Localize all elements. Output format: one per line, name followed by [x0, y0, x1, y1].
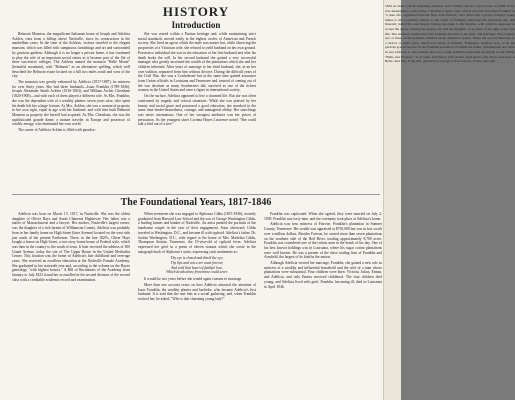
intro-column-1	[12, 32, 130, 192]
poem-line: Which death alone from mine could sever.	[166, 270, 228, 275]
paragraph: Adelicia was now mistress of Fairvue, Franklin's plantation in Sumner County, Tennessee. His wealth was appraised at $750,000 but was in fact worth over a million dollars. Besides Fairvue, he owned more than seven plantations on the southern side of the Red River, totaling approximately 8,700 acres. Franklin was considered one of the richest men in the South of his day. One of his best known holdings was in Louisiana, where his sugar cotton plantations were well known. He was a partner of the slave trading firm of Franklin and Armfield, the largest of its kind in the nation.	[264, 222, 382, 260]
paragraph: The career of Adelicia Acklen is filled with paradox:	[18, 128, 96, 133]
paragraph: Franklin was captivated. When she agreed, they were married on July 2, 1839. Franklin was forty-nine, and the ceremony took place at Adelicia's home.	[264, 212, 382, 221]
paragraph: The mansion was greatly enhanced by Adelicia (1817-1887), its mistress for over thirty years. She had three husbands—Isaac Franklin (1789-1846), Joseph Alexander Smith Acklen (1816-1863), and William Archer Cheatham (1820-1900)—and with each of them played a different role. As Mrs. Franklin, she was the dependent wife of a wealthy planter, seven years wise, who spent his death left her a large fortune. As Mrs. Acklen, she was a woman of property in her own right, equal in age with her husband, and with him built Belmont Mansion as property she herself had acquired. As Mrs. Cheatham, she was the sophisticated grande dame, a mature traveler in Europe and possessor of wealth, energy, who dominated her own world.	[12, 80, 130, 127]
paragraph: When seventeen she was engaged to Alphonso Gibbs (1815-1836), recently graduated from Harvard Law School and the son of George Washington Gibbs, a leading farmer and banker of Nashville. An artist painted the portraits of the handsome couple in the year of their engagement. Soon afterward, Gibbs traveled to Washington, D.C., and became ill with typhoid. Adelicia's father, Dr. Jordan Washington, D.C., with regard to the home of Mrs. Madelisa Gibbs, Thompson Station, Tennessee, the 19-year-old of typhoid fever. Adelicia expressed her grief in a poem of eleven stanzas which she wrote in the autograph book of Alphonso's sister, expressing such sentiments as:	[138, 212, 256, 254]
adjacent-page-text: 1852 he built both an imposing mansion and a family retreat, a new house of 2,000 acres, was undergoing a restoration. Christian County. One critical account described Franklin as "a man who organized from the New York Herald", who went with a group of happy young ladies to the Louisiana visited, to the wharf of Franklin plantation the following day, and liberally traded his own money, having the name to the fugitive, with Adelicia supposed to accept the whole, sharing the graph a fee and his daughter on grounds of the right to her own life. The audience would learn that Franklin died just at the time, and marriage. But possibly two or three of the Acklens' children lately, Adelicia's sisters. When the second marriage, to a widow of eight years, which was lately of Gallatin, Tennessee, Adelicia was, so let the gardens greatly known as the Franklin plantation. Franklin his father, grandparents and dates in and with her to, the woman, here for a song, Adelicia responded gracefully to her ballad, "Belle and Flowers," so it went. And here's your health, And here's your knell. And here is Belle. And here is the end. And here is to hope it lasts forever, in this ones' gift.	[385, 4, 515, 64]
section-heading: The Foundational Years, 1817-1846	[120, 197, 272, 208]
poem-line: Thy lips and voice are mute forever,	[170, 261, 224, 266]
paragraph: It would be two years before she would again consent to marriage.	[144, 277, 243, 282]
page-title: HISTORY	[162, 4, 230, 19]
paragraph: She was reared within a Puritan heritage and, while maintaining strict moral standards, moved easily in the highest circles of American and French society. She lived an age in which the male was master but, while observing the proprieties of a Victorian wife, she refused to yield husband on her own ground. Possessive individual she was in the education of her first husband and after his death broke the will. In her second husband she gained a very successful manager who greatly increased the wealth of the plantations which she and her children inherited. After years of marriage to her third husband, she, in an her own volition, separated from him without divorce. During the difficult years of the Civil War, she was a Confederate but at the same time gained assurance from Union officials in Louisiana and Tennessee and, instead of coming out of the war destitute as many Southerners did, survived as one of the richest women in the United States and once a figure in international society.	[138, 32, 256, 93]
poem	[138, 256, 256, 275]
paragraph: Adelicia was born on March 15, 1817, in Nashville. She was the oldest daughter of Oliver Hays and Sarah Clements Hightower. Her father was a native of Massachusetts and a lawyer. Her mother, Nashville's largest owner, was the daughter of a rich farmer of Williamson County. Adelicia was probably born in her family home on High Street (later Avenue) located on the west side just south of the present Parthenon. There, in the late 1820's, Oliver Hays bought a house on High Street, a two-story frame house of Federal style, which was then in the country to the south of town. It later received the address of 300 Grand Avenue, today the site of The Upper Room in the United Methodist Center. This location was the home of Adelicia's late childhood and teen-age years. She received an excellent education at the Nashville Female Academy. She graduated in her sixteenth year and, according to the volume on the Hayes genealogy "with highest honors." A Bill of Recitations of the Academy from January to July 1823 found her as enrolled in the second division of the second class with a creditable academic record and examination.	[12, 212, 130, 282]
years-column-1	[12, 212, 130, 398]
years-column-2	[138, 212, 256, 398]
paragraph: Although Adelicia viewed her marriage, Franklin, she gained a new role as mistress of a wealthy and influential household and the wife of a man whose plantations were substantial. Four children were born: Victoria, Julius, Emma, and Adelicia, and only Emma survived childhood. The four children died young, and Adelicia lived with grief. Franklin, becoming ill, died in Louisiana in April 1846.	[264, 261, 382, 289]
years-column-3	[264, 212, 382, 398]
paragraph: On the surface, Adelicia appeared to live a charmed life. But she was often confronted by tragedy and critical situations. While she was praised by her beauty and social grace and possessed a good education, she matched in the same time tender-heartedness, courage, and managerial ability. Her searchings was never ostentatious. One of her strongest attributes was her power of persuasion. As her youngest sister Corinna Hayes Lawrence noted: "She could talk a bird out of a tree."	[138, 94, 256, 127]
paragraph: Belmont Mansion, the magnificent Italianate home of Joseph and Adelicia Acklen, rises from a hilltop above Nashville, since its construction in the antebellum years. In the time of the Acklens, visitors traveled to the elegant mansion, which was filled with sumptuous furnishings and art and surrounded by gracious gardens. Although it is no longer a private home, it has continued to play the role of an important social center as it became part of the life of three successive colleges. The Acklens named the mansion "Belle Monte" (beautiful mountain), with "Belmont" as an alternative spelling, which well described the Belmont estate located on a hill two miles south and west of the city.	[12, 32, 130, 79]
poem-line: Thy eye is closed and dim'd the eye,	[170, 256, 224, 261]
intro-heading: Introduction	[171, 20, 221, 30]
poem-line: And cold that heart of faithful love,	[171, 265, 223, 270]
section-divider	[12, 194, 380, 195]
intro-column-2	[138, 32, 256, 192]
paragraph: More than one account exists on how Adelicia attracted the attention of Isaac Franklin, the wealthy planter and bachelor, who became Adelicia's first husband. It is said that she met him at a social gathering, and, when Franklin noticed her, he asked, "Who is that charming young lady?"	[138, 282, 256, 301]
adjacent-page-strip	[383, 0, 515, 400]
